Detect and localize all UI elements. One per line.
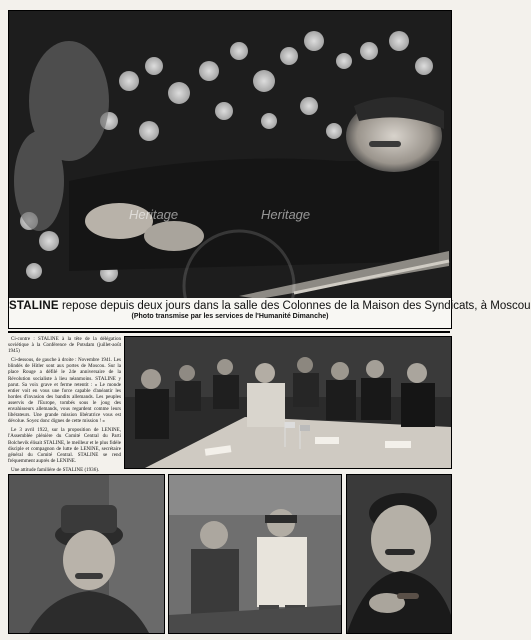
photo-credit: (Photo transmise par les services de l'Humanité Dimanche) bbox=[131, 313, 329, 320]
main-caption bbox=[8, 298, 531, 329]
lying-in-state-photo bbox=[8, 10, 452, 300]
caption-text: repose depuis deux jours dans la salle des Colonnes de la Maison des Syndicats, à Moscou bbox=[61, 300, 531, 312]
caption-potsdam: Ci-contre : STALINE à la tête de la délégation soviétique à la Conférence de Potsdam (juillet-août 1945) bbox=[8, 336, 121, 355]
lenin-stalin-photo bbox=[168, 474, 342, 634]
section-rule bbox=[8, 331, 450, 333]
portrait-cap-photo bbox=[8, 474, 165, 634]
caption-name: STALINE bbox=[9, 300, 59, 312]
caption-novembre-1941: Ci-dessous, de gauche à droite : Novembre 1941. Les blindés de Hitler sont aux portes de Moscou. Sur la place Rouge a défilé le 24e anniversaire de la Révolution socialiste à lieu néanmoins. STALINE y parut. Sa voix grave et ferme retentit : « Le monde entier voit en vous une force capable d'anéantir les hordes d'invasion des bandits allemands. Les peuples asservis de l'Europe, tombés sous le joug des envahisseurs allemands, vous regardent comme leurs libérateurs. Une grande mission libératrice vous est dévolue. Soyez donc dignes de cette mission ! » bbox=[8, 357, 121, 425]
caption-1936: Une attitude familière de STALINE (1936). bbox=[11, 466, 100, 473]
caption-1922: Le 3 avril 1922, sur la proposition de LENINE, l'Assemblée plénière du Comité Central du Parti Bolchevik élisait STALINE, le meilleur et le plus fidèle disciple et compagnon de lutte de LENINE, secrétaire général du Comité Central. STALINE se rend fréquemment auprès de LENINE. bbox=[8, 427, 121, 464]
watermark-text: Heritage bbox=[261, 207, 311, 222]
smoking-pipe-photo bbox=[346, 474, 452, 634]
potsdam-conference-photo bbox=[124, 336, 452, 469]
captions-column bbox=[8, 336, 121, 473]
watermark-text: Heritage bbox=[129, 207, 179, 222]
